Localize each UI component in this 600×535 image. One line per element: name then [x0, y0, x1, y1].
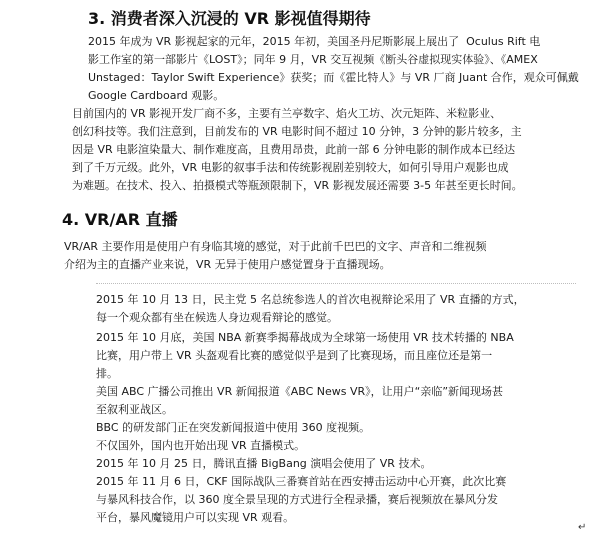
list-separator	[96, 283, 576, 284]
section-heading-4: 4. VR/AR 直播	[62, 210, 178, 229]
list-item: 2015 年 11 月 6 日，CKF 国际战队三番赛首站在西安搏击运动中心开赛，此次比赛 与暴风科技合作，以 360 度全景呈现的方式进行全程录播，赛后视频放在暴风分发 平台，暴风魔镜用户可以实现 VR 观看。	[96, 475, 507, 524]
paragraph-mark-icon: ↵	[578, 522, 587, 533]
list-item: 2015 年 10 月 13 日，民主党 5 名总统参选人的首次电视辩论采用了 VR 直播的方式， 每一个观众都有坐在候选人身边观看辩论的感觉。	[96, 293, 525, 324]
paragraph-vr-live-intro: VR/AR 主要作用是使用户有身临其境的感觉，对于此前千巴巴的文字、声音和二维视频 介绍为主的直播产业来说，VR 无异于使用户感觉置身于直播现场。	[64, 240, 487, 271]
list-item: BBC 的研发部门正在突发新闻报道中使用 360 度视频。	[96, 421, 371, 434]
list-item: 2015 年 10 月底，美国 NBA 新赛季揭幕战成为全球第一场使用 VR 技术转播的 NBA 比赛，用户带上 VR 头盔观看比赛的感觉似乎是到了比赛现场，而且座位还是第一 排。	[96, 331, 514, 380]
section-heading-3: 3. 消费者深入沉浸的 VR 影视值得期待	[88, 9, 371, 28]
vr-live-examples-list	[96, 291, 525, 527]
list-item: 美国 ABC 广播公司推出 VR 新闻报道《ABC News VR》，让用户“亲临”新闻现场甚 至叙利亚战区。	[96, 385, 504, 416]
paragraph-domestic-vr-film: 目前国内的 VR 影视开发厂商不多，主要有兰亭数字、焰火工坊、次元矩阵、米粒影业、 创幻科技等。我们注意到，目前发布的 VR 电影时间不超过 10 分钟，3 分钟的影片较多，主 因是 VR 电影渲染量大、制作难度高，且费用昂贵，此前一部 6 分钟电影的制作成本已经达 到了千万元级。此外，VR 电影的叙事手法和传统影视剧差别较大，如何引导用户观影也成 为难题。在技术、投入、拍摄模式等瓶颈限制下，VR 影视发展还需要 3-5 年甚至更长时间。	[72, 107, 523, 192]
list-item: 不仅国外，国内也开始出现 VR 直播模式。	[96, 439, 306, 452]
paragraph-vr-film-origin: 2015 年成为 VR 影视起家的元年，2015 年初，美国圣丹尼斯影展上展出了 Oculus Rift 电 影工作室的第一部影片《LOST》；同年 9 月，VR 交互视频《断头谷虚拟现实体验》、《AMEX Unstaged：Taylor Swift Experience》获奖；而《霍比特人》与 VR 厂商 Juant 合作，观众可佩戴 Google Cardboard 观影。	[88, 35, 579, 102]
list-item: 2015 年 10 月 25 日，腾讯直播 BigBang 演唱会使用了 VR 技术。	[96, 457, 432, 470]
